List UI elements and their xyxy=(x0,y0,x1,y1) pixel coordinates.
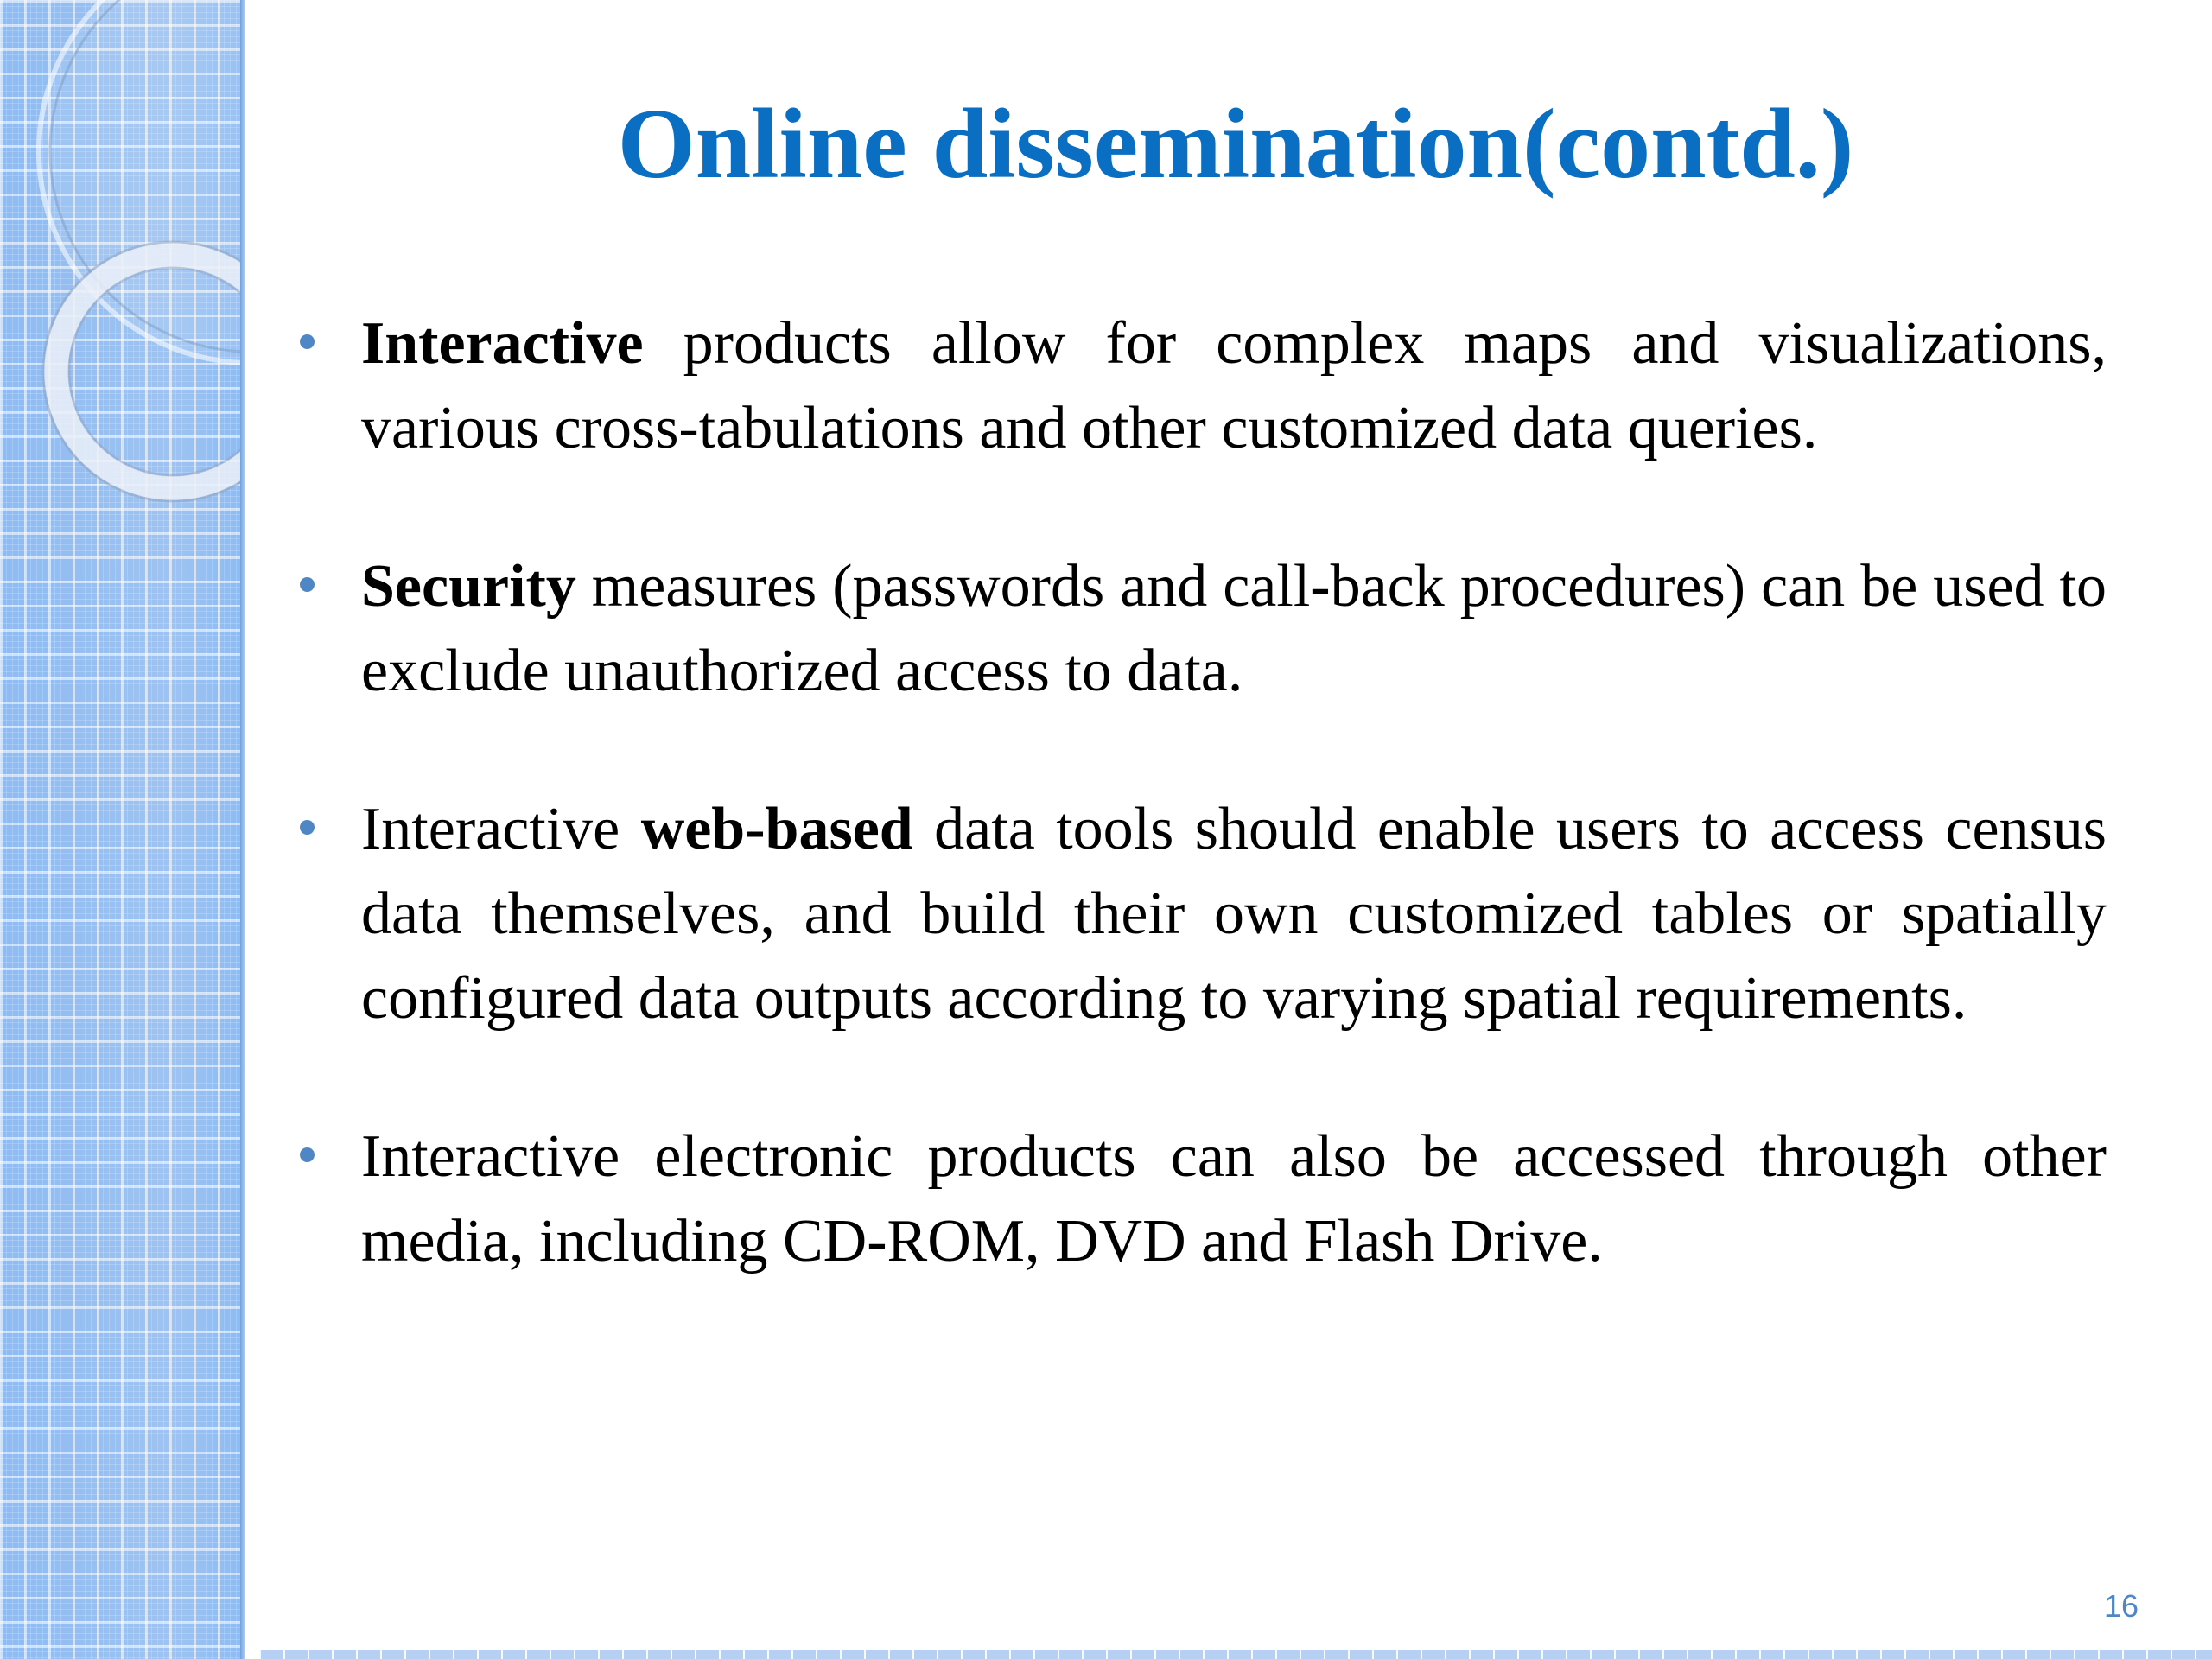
bullet-bold-term: Interactive xyxy=(361,310,644,377)
bullet-item-interactive xyxy=(361,302,2107,471)
bullet-dot-icon xyxy=(300,1147,315,1162)
bullet-text: measures (passwords and call-back procedures) can be used to exclude unauthorized access to data. xyxy=(361,553,2107,704)
bullet-item-electronic-products xyxy=(361,1115,2107,1284)
bullet-bold-term: web-based xyxy=(640,796,913,862)
bullet-item-security xyxy=(361,544,2107,714)
page-number: 16 xyxy=(2103,1588,2139,1624)
bullet-bold-term: Security xyxy=(361,553,576,620)
bullet-text: products allow for complex maps and visualizations, various cross-tabulations and other customized data queries. xyxy=(361,310,2107,461)
bullet-text-before: Interactive xyxy=(361,796,641,862)
bullet-list xyxy=(361,302,2107,1357)
bullet-item-web-based xyxy=(361,787,2107,1041)
sidebar-edge xyxy=(240,0,245,1659)
decorative-sidebar xyxy=(0,0,245,1659)
bullet-dot-icon xyxy=(300,820,315,835)
bullet-dot-icon xyxy=(300,334,315,349)
bullet-text-after: data tools should enable users to access census data themselves, and build their own customized tables or spatially configured data outputs according to varying spatial requirements. xyxy=(361,796,2107,1032)
bullet-dot-icon xyxy=(300,577,315,592)
bullet-text: Interactive electronic products can also be accessed through other media, including CD-ROM, DVD and Flash Drive. xyxy=(361,1123,2107,1274)
slide-title: Online dissemination(contd.) xyxy=(617,89,1854,200)
decorative-rings xyxy=(0,0,245,605)
footer-strip xyxy=(259,1650,2212,1659)
